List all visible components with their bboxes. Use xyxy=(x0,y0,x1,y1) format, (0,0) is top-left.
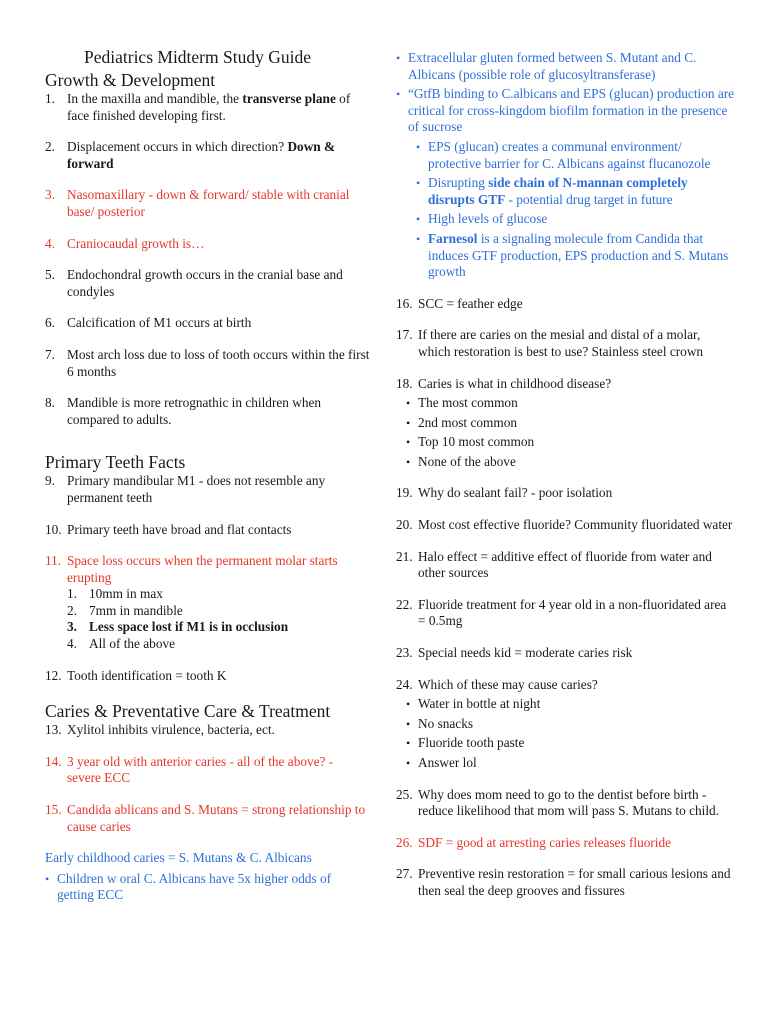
question-6: 6. Calcification of M1 occurs at birth xyxy=(45,315,252,331)
bullet-icon: • xyxy=(406,454,411,469)
subbullet-glucose: • High levels of glucose xyxy=(416,211,548,227)
question-8: 8. Mandible is more retrognathic in children when compared to adults. xyxy=(45,395,322,427)
subbullet-eps: • EPS (glucan) creates a communal environment/ protective barrier for C. Albicans against flucanozole xyxy=(416,138,711,171)
bullet-icon: • xyxy=(406,435,411,450)
question-16: 16. SCC = feather edge xyxy=(396,295,523,311)
question-18: 18. Caries is what in childhood disease? xyxy=(396,375,612,391)
bullet-icon: • xyxy=(396,51,401,65)
question-22: 22. Fluoride treatment for 4 year old in a non-fluoridated area = 0.5mg xyxy=(396,596,727,629)
subbullet-nmannan: • Disrupting side chain of N-mannan completely disrupts GTF - potential drug target in future xyxy=(416,175,688,207)
bullet-gtfb-binding: • “GtfB binding to C.albicans and EPS (glucan) production are critical for cross-kingdom biofilm formation in the presence of sucrose xyxy=(396,86,735,135)
bullet-icon: • xyxy=(416,176,421,191)
question-7: 7. Most arch loss due to loss of tooth occurs within the first 6 months xyxy=(45,346,370,379)
bullet-icon: • xyxy=(406,697,411,712)
bullet-icon: • xyxy=(406,756,411,770)
section-caries-heading: Caries & Preventative Care & Treatment xyxy=(45,701,331,722)
question-13: 13. Xylitol inhibits virulence, bacteria, ect. xyxy=(45,722,275,738)
question-9: 9. Primary mandibular M1 - does not resemble any permanent teeth xyxy=(45,473,326,505)
question-26: 26. SDF = good at arresting caries releases fluoride xyxy=(396,834,672,850)
right-column xyxy=(396,50,736,915)
option: • None of the above xyxy=(406,453,516,469)
question-17: 17. If there are caries on the mesial and distal of a molar, which restoration is best to use? Stainless steel crown xyxy=(396,327,704,359)
option: • No snacks xyxy=(406,715,474,731)
option: 2. 7mm in mandible xyxy=(67,602,183,618)
bullet-extracellular-gluten: • Extracellular gluten formed between S. Mutant and C. Albicans (possible role of glucosyltransferase) xyxy=(396,50,697,82)
question-2: 2. Displacement occurs in which direction? Down & forward xyxy=(45,139,336,171)
bullet-icon: • xyxy=(416,139,421,154)
bullet-icon: • xyxy=(406,415,411,430)
bullet-icon: • xyxy=(416,212,421,227)
option: • Answer lol xyxy=(406,755,477,770)
question-12: 12. Tooth identification = tooth K xyxy=(45,667,227,683)
bullet-icon: • xyxy=(396,87,401,102)
bullet-icon: • xyxy=(416,231,421,246)
section-primary-heading: Primary Teeth Facts xyxy=(45,452,186,473)
ecc-heading: Early childhood caries = S. Mutans & C. Albicans xyxy=(45,850,312,866)
bullet-icon: • xyxy=(406,716,411,731)
question-5: 5. Endochondral growth occurs in the cranial base and condyles xyxy=(45,267,343,299)
question-24: 24. Which of these may cause caries? xyxy=(396,676,598,692)
question-15: 15. Candida ablicans and S. Mutans = strong relationship to cause caries xyxy=(45,802,366,834)
question-20: 20. Most cost effective fluoride? Community fluoridated water xyxy=(396,517,733,533)
option-correct: 3. Less space lost if M1 is in occlusion xyxy=(67,619,289,635)
question-23: 23. Special needs kid = moderate caries risk xyxy=(396,645,633,661)
option: • Top 10 most common xyxy=(406,434,535,450)
question-3: 3. Nasomaxillary - down & forward/ stable with cranial base/ posterior xyxy=(45,187,350,219)
question-18-options xyxy=(406,395,736,470)
ecc-bullet: • Children w oral C. Albicans have 5x higher odds of getting ECC xyxy=(45,870,332,903)
option: 4. All of the above xyxy=(67,636,176,652)
bullet-icon: • xyxy=(406,736,411,751)
subbullet-farnesol: • Farnesol is a signaling molecule from Candida that induces GTF production, EPS production and S. Mutans growth xyxy=(416,230,729,280)
section-growth-heading: Growth & Development xyxy=(45,70,216,90)
question-4: 4. Craniocaudal growth is… xyxy=(45,235,205,251)
page-title: Pediatrics Midterm Study Guide xyxy=(84,47,311,67)
question-24-options xyxy=(406,696,736,771)
left-column xyxy=(45,46,370,907)
option: • The most common xyxy=(406,395,518,411)
option: • Water in bottle at night xyxy=(406,696,541,712)
option: 1. 10mm in max xyxy=(67,586,163,602)
question-10: 10. Primary teeth have broad and flat contacts xyxy=(45,521,292,537)
question-11-options xyxy=(67,586,370,652)
bullet-icon: • xyxy=(45,871,50,886)
question-11: 11. Space loss occurs when the permanent molar starts erupting xyxy=(45,553,338,585)
question-21: 21. Halo effect = additive effect of fluoride from water and other sources xyxy=(396,548,712,581)
bullet-icon: • xyxy=(406,396,411,411)
question-27: 27. Preventive resin restoration = for small carious lesions and then seal the deep grooves and fissures xyxy=(396,866,731,898)
option: • Fluoride tooth paste xyxy=(406,735,525,751)
question-14: 14. 3 year old with anterior caries - all of the above? - severe ECC xyxy=(45,753,334,786)
question-1: 1. In the maxilla and mandible, the transverse plane of face finished developing first. xyxy=(45,91,351,123)
option: • 2nd most common xyxy=(406,414,517,430)
question-19: 19. Why do sealant fail? - poor isolation xyxy=(396,485,613,501)
question-25: 25. Why does mom need to go to the dentist before birth - reduce likelihood that mom will pass S. Mutans to child. xyxy=(396,786,719,819)
